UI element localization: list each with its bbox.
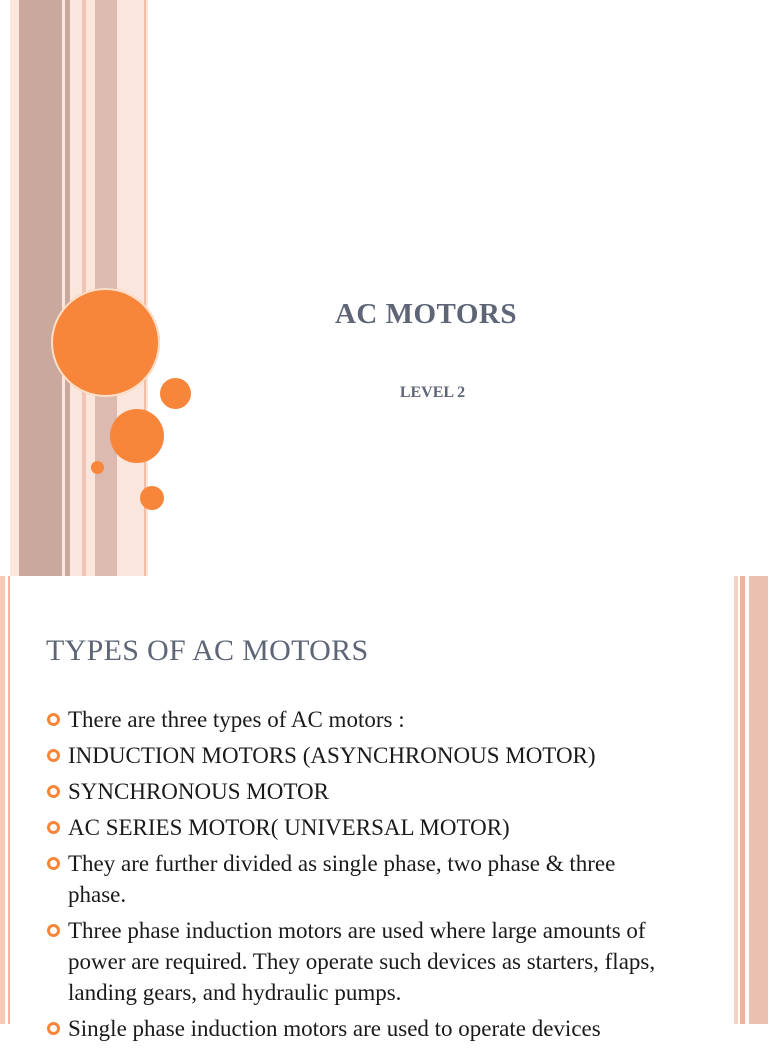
ring-bullet-icon	[47, 713, 60, 726]
ring-bullet-icon	[47, 821, 60, 834]
decorative-stripe	[8, 576, 10, 1024]
content-slide-title: TYPES OF AC MOTORS	[46, 634, 369, 667]
content-slide	[0, 576, 768, 1041]
list-item	[46, 740, 676, 771]
ring-bullet-icon	[47, 857, 60, 870]
list-item	[46, 704, 676, 735]
bullet-text: They are further divided as single phase, two phase & three phase.	[68, 851, 616, 907]
list-item	[46, 1013, 676, 1044]
list-item	[46, 848, 676, 910]
decorative-stripe	[19, 0, 62, 576]
ring-bullet-icon	[47, 785, 60, 798]
list-item	[46, 776, 676, 807]
slide-title: AC MOTORS	[334, 298, 517, 330]
list-item	[46, 915, 676, 1008]
bullet-text: AC SERIES MOTOR( UNIVERSAL MOTOR)	[68, 815, 510, 840]
slide-subtitle: LEVEL 2	[399, 384, 466, 401]
decorative-circle-medium	[110, 409, 164, 463]
decorative-stripe	[0, 576, 5, 1024]
decorative-circle-small	[140, 486, 164, 510]
decorative-stripe	[749, 576, 768, 1024]
bullet-text: INDUCTION MOTORS (ASYNCHRONOUS MOTOR)	[68, 743, 596, 768]
bullet-list	[46, 704, 676, 1049]
decorative-stripe	[0, 0, 10, 576]
decorative-stripe	[82, 0, 86, 576]
bullet-text: Single phase induction motors are used to operate devices	[68, 1016, 601, 1041]
decorative-stripe	[65, 0, 70, 576]
ring-bullet-icon	[47, 1022, 60, 1035]
decorative-stripe	[740, 576, 745, 1024]
bullet-text: SYNCHRONOUS MOTOR	[68, 779, 329, 804]
decorative-stripe	[734, 576, 738, 1024]
bullet-text: Three phase induction motors are used where large amounts of power are required. They operate such devices as starters, flaps, landing gears, and hydraulic pumps.	[68, 918, 656, 1005]
ring-bullet-icon	[47, 924, 60, 937]
bullet-text: There are three types of AC motors :	[68, 707, 405, 732]
decorative-circle-large	[51, 288, 160, 397]
list-item	[46, 812, 676, 843]
decorative-circle-tiny	[91, 461, 104, 474]
ring-bullet-icon	[47, 749, 60, 762]
